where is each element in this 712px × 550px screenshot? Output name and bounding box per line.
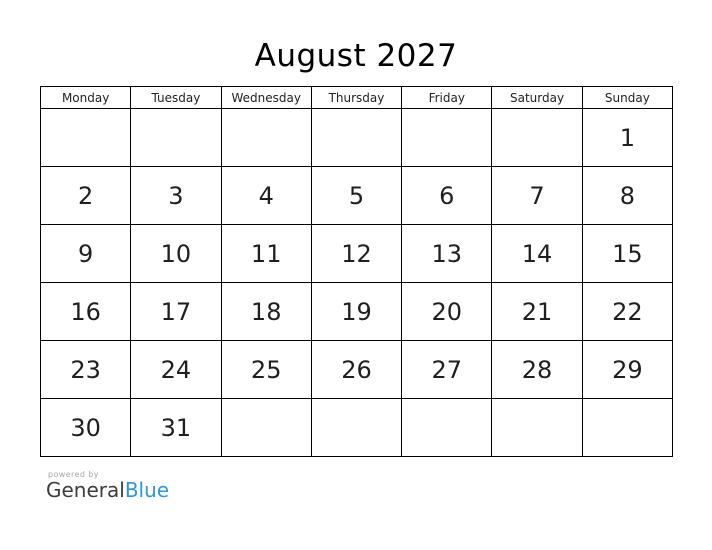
calendar-day-cell-12: 12 (311, 225, 401, 283)
calendar-day-cell-empty (311, 109, 401, 167)
week-row (41, 225, 673, 283)
calendar-day-cell-8: 8 (582, 167, 672, 225)
week-row (41, 399, 673, 457)
calendar-day-cell-15: 15 (582, 225, 672, 283)
calendar-day-cell-empty (41, 109, 131, 167)
calendar-title: August 2027 (254, 38, 458, 74)
calendar-day-cell-23: 23 (41, 341, 131, 399)
calendar-day-cell-24: 24 (131, 341, 221, 399)
calendar-table (40, 86, 673, 457)
footer (46, 470, 169, 501)
weekday-header-friday: Friday (402, 87, 492, 109)
brand-blue-text[interactable]: Blue (124, 478, 170, 502)
calendar-day-cell-1: 1 (582, 109, 672, 167)
calendar-day-cell-empty (492, 109, 582, 167)
weekday-header-saturday: Saturday (492, 87, 582, 109)
weekday-header-tuesday: Tuesday (131, 87, 221, 109)
calendar-day-cell-empty (582, 399, 672, 457)
weekday-header-wednesday: Wednesday (221, 87, 311, 109)
week-row (41, 283, 673, 341)
calendar-day-cell-9: 9 (41, 225, 131, 283)
weekday-header-thursday: Thursday (311, 87, 401, 109)
brand-general-text[interactable]: General (46, 478, 125, 502)
calendar-day-cell-21: 21 (492, 283, 582, 341)
calendar-day-cell-11: 11 (221, 225, 311, 283)
calendar-day-cell-13: 13 (402, 225, 492, 283)
calendar-day-cell-22: 22 (582, 283, 672, 341)
week-row (41, 167, 673, 225)
calendar-day-cell-empty (221, 399, 311, 457)
calendar-day-cell-5: 5 (311, 167, 401, 225)
calendar-day-cell-25: 25 (221, 341, 311, 399)
powered-by-label: powered by (48, 470, 99, 479)
calendar-day-cell-16: 16 (41, 283, 131, 341)
calendar-day-cell-18: 18 (221, 283, 311, 341)
calendar-day-cell-empty (131, 109, 221, 167)
calendar-day-cell-3: 3 (131, 167, 221, 225)
calendar-day-cell-29: 29 (582, 341, 672, 399)
calendar-day-cell-4: 4 (221, 167, 311, 225)
calendar-day-cell-empty (311, 399, 401, 457)
calendar-day-cell-empty (221, 109, 311, 167)
calendar-day-cell-2: 2 (41, 167, 131, 225)
calendar-day-cell-empty (492, 399, 582, 457)
weekday-header-row (41, 87, 673, 109)
calendar-day-cell-19: 19 (311, 283, 401, 341)
weekday-header-sunday: Sunday (582, 87, 672, 109)
calendar-day-cell-26: 26 (311, 341, 401, 399)
calendar-day-cell-6: 6 (402, 167, 492, 225)
week-row (41, 109, 673, 167)
calendar-day-cell-20: 20 (402, 283, 492, 341)
calendar-day-cell-27: 27 (402, 341, 492, 399)
calendar-day-cell-empty (402, 399, 492, 457)
calendar-day-cell-empty (402, 109, 492, 167)
calendar-day-cell-7: 7 (492, 167, 582, 225)
week-row (41, 341, 673, 399)
calendar-day-cell-28: 28 (492, 341, 582, 399)
calendar-day-cell-14: 14 (492, 225, 582, 283)
calendar-day-cell-17: 17 (131, 283, 221, 341)
weekday-header-monday: Monday (41, 87, 131, 109)
brand-logo[interactable] (46, 479, 169, 501)
calendar-day-cell-10: 10 (131, 225, 221, 283)
calendar-day-cell-30: 30 (41, 399, 131, 457)
calendar-day-cell-31: 31 (131, 399, 221, 457)
